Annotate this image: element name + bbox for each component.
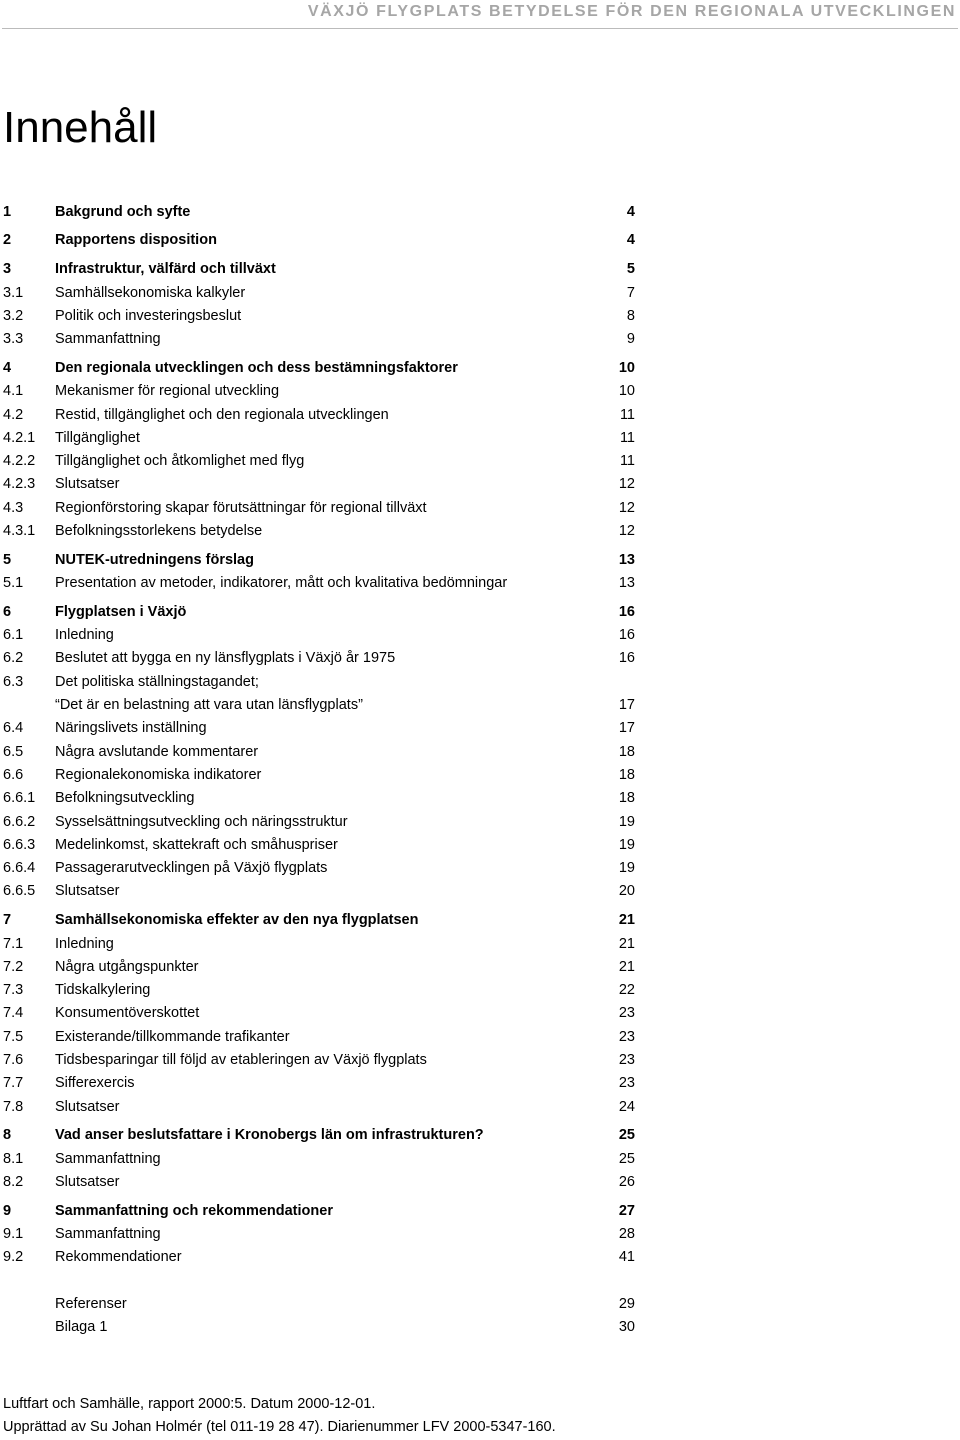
toc-row[interactable] xyxy=(3,1292,635,1315)
toc-chapter-row[interactable] xyxy=(3,200,635,223)
toc-title: Beslutet att bygga en ny länsflygplats i Växjö år 1975 xyxy=(55,650,396,667)
toc-page-number: 12 xyxy=(618,476,635,493)
toc-row[interactable] xyxy=(3,1025,635,1048)
toc-page-number: 11 xyxy=(619,453,635,470)
toc-page-number: 18 xyxy=(618,743,635,760)
toc-page-number: 9 xyxy=(626,331,635,348)
toc-title: Befolkningsstorlekens betydelse xyxy=(55,523,263,539)
toc-title: Referenser xyxy=(55,1295,127,1312)
toc-title: Presentation av metoder, indikatorer, mått och kvalitativa bedömningar xyxy=(55,575,508,592)
toc-number: 4 xyxy=(3,359,12,376)
toc-chapter-row[interactable] xyxy=(3,548,635,571)
toc-page-number: 41 xyxy=(618,1249,635,1266)
toc-page-number: 11 xyxy=(619,429,635,446)
toc-row[interactable] xyxy=(3,519,635,542)
toc-number: 8.2 xyxy=(3,1174,24,1191)
toc-title: Sammanfattning xyxy=(55,1226,161,1243)
toc-page-number: 23 xyxy=(618,1052,635,1069)
toc-number: 9.1 xyxy=(3,1226,24,1243)
toc-title: Konsumentöverskottet xyxy=(55,1005,200,1022)
toc-row[interactable] xyxy=(3,763,635,786)
toc-page-number: 16 xyxy=(618,650,635,667)
toc-number: 7.1 xyxy=(3,935,24,952)
toc-page-number: 4 xyxy=(626,232,635,249)
toc-page-number: 22 xyxy=(618,982,635,999)
toc-row[interactable] xyxy=(3,979,635,1002)
toc-page-number: 21 xyxy=(618,912,635,929)
toc-page-number: 29 xyxy=(618,1295,635,1312)
toc-chapter-row[interactable] xyxy=(3,909,635,932)
toc-number: 6.6.3 xyxy=(3,836,36,853)
toc-title: Samhällsekonomiska kalkyler xyxy=(55,284,246,301)
toc-page-number: 18 xyxy=(618,790,635,807)
toc-title: Några utgångspunkter xyxy=(55,958,199,975)
toc-title: Sammanfattning xyxy=(55,331,161,348)
toc-page-number: 10 xyxy=(618,383,635,400)
toc-page-number: 27 xyxy=(618,1202,635,1219)
toc-title: Tillgänglighet och åtkomlighet med flyg xyxy=(55,453,305,470)
toc-page-number: 21 xyxy=(618,935,635,952)
toc-number: 6.6.2 xyxy=(3,813,36,830)
header-rule xyxy=(2,28,958,29)
toc-title: Infrastruktur, välfärd och tillväxt xyxy=(55,261,276,278)
toc-page-number: 13 xyxy=(618,575,635,592)
toc-row[interactable] xyxy=(3,1222,635,1245)
toc-title: Rapportens disposition xyxy=(55,232,217,249)
toc-row[interactable] xyxy=(3,571,635,594)
toc-row[interactable] xyxy=(3,1002,635,1025)
toc-number: 6.5 xyxy=(3,743,24,760)
footer-report-line: Luftfart och Samhälle, rapport 2000:5. Datum 2000-12-01. xyxy=(3,1396,376,1412)
toc-row[interactable] xyxy=(3,693,635,716)
toc-title: Befolkningsutveckling xyxy=(55,790,195,807)
toc-number: 9.2 xyxy=(3,1249,24,1266)
toc-number: 5 xyxy=(3,551,12,568)
toc-number: 7.8 xyxy=(3,1098,24,1115)
toc-row[interactable] xyxy=(3,717,635,740)
toc-page-number: 19 xyxy=(618,836,635,853)
toc-chapter-row[interactable] xyxy=(3,1124,635,1147)
toc-title: Sammanfattning och rekommendationer xyxy=(55,1202,333,1219)
toc-row[interactable] xyxy=(3,473,635,496)
toc-row[interactable] xyxy=(3,449,635,472)
toc-number: 8.1 xyxy=(3,1150,24,1167)
toc-number: 9 xyxy=(3,1202,12,1219)
toc-row[interactable] xyxy=(3,740,635,763)
toc-page-number: 25 xyxy=(618,1150,635,1167)
toc-row[interactable] xyxy=(3,670,635,693)
toc-row[interactable] xyxy=(3,380,635,403)
toc-title: Inledning xyxy=(55,935,114,952)
table-of-contents xyxy=(3,200,635,1339)
toc-number: 6.6.5 xyxy=(3,883,36,900)
toc-number: 4.2.1 xyxy=(3,429,36,446)
toc-number: 6.6.1 xyxy=(3,790,36,807)
toc-chapter-row[interactable] xyxy=(3,1199,635,1222)
toc-page-number: 28 xyxy=(618,1226,635,1243)
toc-title: Medelinkomst, skattekraft och småhuspriser xyxy=(55,836,338,853)
toc-number: 6.6 xyxy=(3,766,24,783)
toc-page-number: 10 xyxy=(618,359,635,376)
toc-row[interactable] xyxy=(3,426,635,449)
toc-number: 4.3 xyxy=(3,499,24,516)
toc-title: Sammanfattning xyxy=(55,1150,161,1167)
running-header: VÄXJÖ FLYGPLATS BETYDELSE FÖR DEN REGIONALA UTVECKLINGEN xyxy=(307,3,956,20)
toc-page-number: 12 xyxy=(618,499,635,516)
toc-title: Regionalekonomiska indikatorer xyxy=(55,766,262,783)
toc-number: 4.1 xyxy=(3,383,24,400)
toc-title: Slutsatser xyxy=(55,1098,120,1115)
page-title: Innehåll xyxy=(3,103,158,152)
toc-number: 7.4 xyxy=(3,1005,24,1022)
toc-page-number: 17 xyxy=(618,697,635,714)
toc-number: 8 xyxy=(3,1127,12,1144)
toc-page-number: 11 xyxy=(619,406,635,423)
toc-title: Tidsbesparingar till följd av etableringen av Växjö flygplats xyxy=(55,1052,427,1069)
toc-title: Slutsatser xyxy=(55,476,120,493)
toc-number: 6 xyxy=(3,603,12,620)
toc-row[interactable] xyxy=(3,1246,635,1269)
toc-page-number: 17 xyxy=(618,720,635,737)
toc-title: Rekommendationer xyxy=(55,1249,182,1266)
toc-title: Inledning xyxy=(55,627,114,644)
toc-row[interactable] xyxy=(3,1170,635,1193)
toc-page-number: 23 xyxy=(618,1028,635,1045)
footer-author-line: Upprättad av Su Johan Holmér (tel 011-19 28 47). Diarienummer LFV 2000-5347-160. xyxy=(3,1419,556,1436)
toc-title: Restid, tillgänglighet och den regionala utvecklingen xyxy=(55,406,389,423)
toc-row[interactable] xyxy=(3,1048,635,1071)
toc-number: 7.5 xyxy=(3,1028,24,1045)
footer xyxy=(3,1393,556,1440)
toc-number: 6.3 xyxy=(3,673,24,690)
toc-page-number: 13 xyxy=(618,551,635,568)
toc-page-number: 19 xyxy=(618,860,635,877)
toc-page-number: 18 xyxy=(618,766,635,783)
toc-number: 6.1 xyxy=(3,627,24,644)
toc-page-number: 8 xyxy=(626,307,635,324)
toc-title: Sifferexercis xyxy=(55,1075,135,1092)
toc-row[interactable] xyxy=(3,327,635,350)
toc-row[interactable] xyxy=(3,304,635,327)
toc-page-number: 7 xyxy=(626,284,635,301)
toc-number: 7 xyxy=(3,912,12,929)
toc-row[interactable] xyxy=(3,1072,635,1095)
toc-title: Det politiska ställningstagandet; xyxy=(55,673,259,690)
toc-number: 7.7 xyxy=(3,1075,24,1092)
toc-title: “Det är en belastning att vara utan länsflygplats” xyxy=(55,697,363,714)
toc-row[interactable] xyxy=(3,1315,635,1338)
toc-title: Bilaga 1 xyxy=(55,1319,108,1335)
toc-number: 4.3.1 xyxy=(3,523,36,539)
toc-page-number: 24 xyxy=(618,1098,635,1115)
toc-row[interactable] xyxy=(3,833,635,856)
toc-row[interactable] xyxy=(3,403,635,426)
toc-row[interactable] xyxy=(3,1147,635,1170)
toc-row[interactable] xyxy=(3,496,635,519)
toc-row[interactable] xyxy=(3,810,635,833)
toc-title: Bakgrund och syfte xyxy=(55,203,191,220)
toc-title: Regionförstoring skapar förutsättningar för regional tillväxt xyxy=(55,499,427,516)
toc-title: Sysselsättningsutveckling och näringsstruktur xyxy=(55,813,348,830)
toc-title: Några avslutande kommentarer xyxy=(55,743,259,760)
toc-number: 4.2.3 xyxy=(3,476,36,493)
toc-title: NUTEK-utredningens förslag xyxy=(55,551,254,568)
toc-chapter-row[interactable] xyxy=(3,600,635,623)
toc-row[interactable] xyxy=(3,932,635,955)
toc-page-number: 16 xyxy=(618,603,635,620)
toc-chapter-row[interactable] xyxy=(3,356,635,379)
toc-number: 2 xyxy=(3,232,12,249)
toc-title: Den regionala utvecklingen och dess bestämningsfaktorer xyxy=(55,359,458,376)
toc-page-number: 20 xyxy=(618,883,635,900)
toc-number: 3 xyxy=(3,261,12,278)
toc-page-number: 23 xyxy=(618,1075,635,1092)
toc-number: 4.2.2 xyxy=(3,453,36,470)
toc-page-number: 25 xyxy=(618,1127,635,1144)
toc-page-number: 26 xyxy=(618,1174,635,1191)
toc-title: Slutsatser xyxy=(55,1174,120,1191)
toc-row[interactable] xyxy=(3,1095,635,1118)
toc-number: 6.6.4 xyxy=(3,860,36,877)
toc-number: 3.3 xyxy=(3,331,24,348)
toc-number: 5.1 xyxy=(3,575,24,592)
toc-number: 3.2 xyxy=(3,307,24,324)
toc-row[interactable] xyxy=(3,857,635,880)
toc-chapter-row[interactable] xyxy=(3,229,635,252)
toc-page-number: 5 xyxy=(626,261,635,278)
toc-title: Vad anser beslutsfattare i Kronobergs län om infrastrukturen? xyxy=(55,1127,484,1144)
toc-title: Existerande/tillkommande trafikanter xyxy=(55,1028,290,1045)
toc-chapter-row[interactable] xyxy=(3,258,635,281)
toc-page-number: 12 xyxy=(618,523,635,539)
toc-number: 6.4 xyxy=(3,720,24,737)
toc-title: Samhällsekonomiska effekter av den nya flygplatsen xyxy=(55,912,419,929)
toc-row[interactable] xyxy=(3,955,635,978)
toc-page-number: 4 xyxy=(626,203,635,220)
toc-title: Näringslivets inställning xyxy=(55,720,207,737)
toc-page-number: 23 xyxy=(618,1005,635,1022)
toc-page-number: 30 xyxy=(618,1319,635,1335)
toc-title: Flygplatsen i Växjö xyxy=(55,603,187,620)
toc-number: 7.6 xyxy=(3,1052,24,1069)
toc-number: 7.3 xyxy=(3,982,24,999)
toc-title: Tillgänglighet xyxy=(55,429,140,446)
toc-page-number: 21 xyxy=(618,958,635,975)
toc-row[interactable] xyxy=(3,647,635,670)
toc-row[interactable] xyxy=(3,880,635,903)
toc-title: Tidskalkylering xyxy=(55,982,151,999)
toc-page-number: 19 xyxy=(618,813,635,830)
toc-title: Slutsatser xyxy=(55,883,120,900)
toc-number: 7.2 xyxy=(3,958,24,975)
toc-number: 6.2 xyxy=(3,650,24,667)
toc-row[interactable] xyxy=(3,787,635,810)
toc-number: 1 xyxy=(3,203,12,220)
toc-page-number: 16 xyxy=(618,627,635,644)
toc-number: 4.2 xyxy=(3,406,24,423)
toc-title: Passagerarutvecklingen på Växjö flygplats xyxy=(55,860,328,877)
toc-row[interactable] xyxy=(3,281,635,304)
toc-title: Politik och investeringsbeslut xyxy=(55,307,242,324)
toc-title: Mekanismer för regional utveckling xyxy=(55,383,280,400)
toc-row[interactable] xyxy=(3,624,635,647)
toc-number: 3.1 xyxy=(3,284,24,301)
